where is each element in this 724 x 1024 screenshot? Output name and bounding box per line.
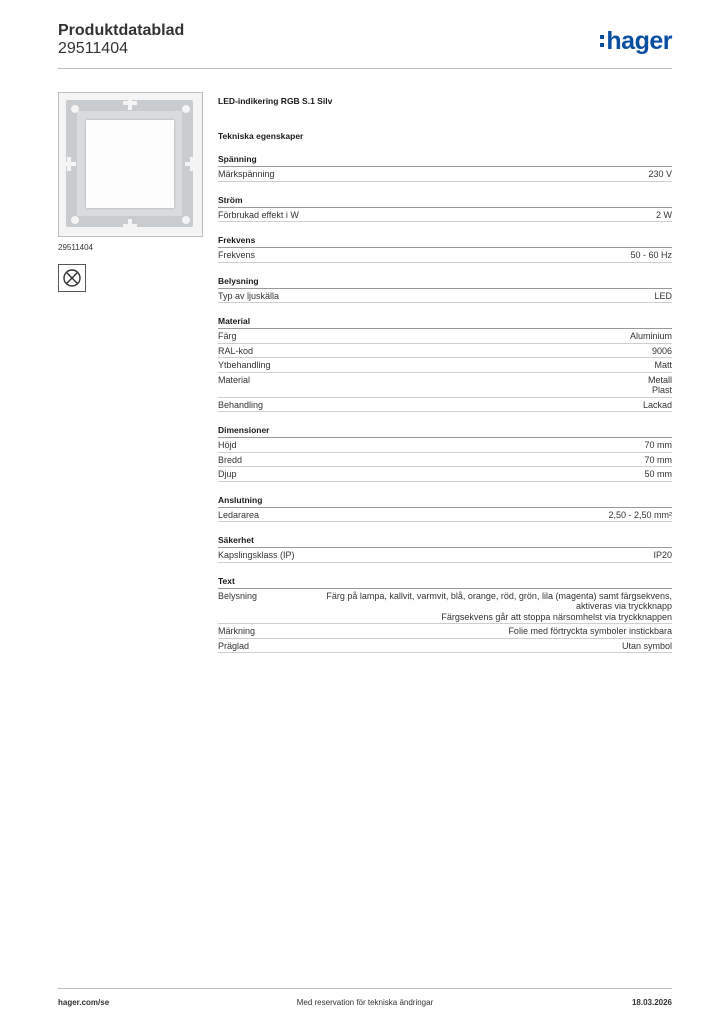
spec-row [218, 248, 672, 263]
spec-row [218, 467, 672, 482]
spec-value [608, 510, 672, 521]
spec-value-line: 50 mm [644, 469, 672, 479]
spec-value-line: 50 - 60 Hz [630, 250, 672, 260]
spec-label: Märkspänning [218, 169, 275, 179]
spec-groups [218, 154, 672, 653]
logo-text: hager [606, 27, 672, 55]
spec-row [218, 344, 672, 359]
spec-label: Behandling [218, 399, 264, 410]
logo-dots-icon [600, 33, 604, 49]
spec-label: Frekvens [218, 250, 256, 260]
spec-value [648, 375, 672, 396]
spec-value [630, 250, 672, 261]
spec-row [218, 438, 672, 453]
spec-label: Djup [218, 469, 237, 479]
document-title: Produktdatablad [58, 22, 185, 39]
spec-value [622, 641, 672, 652]
spec-value-line: Aluminium [629, 331, 672, 341]
spec-row [218, 358, 672, 373]
spec-value [648, 169, 672, 180]
spec-row [218, 589, 672, 625]
hager-logo [600, 26, 672, 56]
spec-value-line: 2 W [655, 209, 672, 220]
spec-label: Ytbehandling [218, 360, 271, 370]
spec-label: Typ av ljuskälla [218, 290, 280, 301]
group-heading: Frekvens [218, 235, 672, 248]
spec-value-line: 2,50 - 2,50 mm² [608, 509, 672, 520]
lamp-symbol-icon [58, 264, 86, 292]
spec-label: RAL-kod [218, 345, 254, 356]
main-content [218, 92, 672, 666]
spec-row [218, 624, 672, 639]
spec-row [218, 508, 672, 523]
footer-website: hager.com/se [58, 998, 110, 1007]
spec-value-line: Matt [654, 360, 672, 370]
group-heading: Belysning [218, 276, 672, 289]
spec-label: Färg [218, 331, 237, 341]
group-heading: Dimensioner [218, 425, 672, 438]
spec-value [630, 331, 672, 342]
group-heading: Säkerhet [218, 535, 672, 548]
document-number: 29511404 [58, 40, 128, 57]
page-header [58, 20, 672, 69]
spec-value [326, 591, 672, 623]
left-column [58, 92, 203, 292]
spec-value-line: Färg på lampa, kallvit, varmvit, blå, orange, röd, grön, lila (magenta) samt färgsekvens, [326, 590, 672, 601]
product-name: LED-indikering RGB S.1 Silv [218, 96, 333, 106]
spec-value-line: IP20 [653, 550, 672, 560]
spec-group [218, 195, 672, 223]
spec-label: Material [218, 374, 251, 385]
spec-row [218, 329, 672, 344]
spec-group [218, 154, 672, 182]
spec-value-line: aktiveras via tryckknapp [575, 601, 672, 611]
spec-label: Belysning [218, 590, 258, 601]
spec-value-line: Plast [651, 385, 672, 395]
spec-value [656, 210, 672, 221]
spec-value-line: Lackad [642, 399, 672, 410]
spec-row [218, 208, 672, 223]
spec-row [218, 453, 672, 468]
spec-group [218, 316, 672, 412]
spec-row [218, 639, 672, 654]
spec-value [654, 360, 672, 371]
spec-value-line: Färgsekvens går att stoppa närsomhelst via tryckknappen [441, 611, 672, 622]
spec-value [644, 440, 672, 451]
image-caption: 29511404 [58, 243, 93, 252]
spec-label: Präglad [218, 640, 250, 651]
spec-label: Kapslingsklass (IP) [218, 550, 295, 560]
spec-value [508, 626, 672, 637]
group-heading: Text [218, 576, 672, 589]
footer-disclaimer: Med reservation för tekniska ändringar [296, 998, 434, 1007]
spec-value-line: 230 V [648, 169, 672, 179]
footer-date: 18.03.2026 [631, 998, 672, 1007]
spec-value-line: 70 mm [644, 440, 672, 450]
spec-value-line: 9006 [651, 345, 672, 356]
spec-row [218, 167, 672, 182]
spec-group [218, 495, 672, 523]
spec-value [643, 400, 672, 411]
group-heading: Ström [218, 195, 672, 208]
spec-group [218, 276, 672, 304]
spec-row [218, 398, 672, 413]
spec-label: Bredd [218, 454, 243, 465]
group-heading: Spänning [218, 154, 672, 167]
product-image [58, 92, 203, 237]
spec-value [654, 291, 672, 302]
spec-value [644, 455, 672, 466]
spec-value [653, 550, 672, 561]
spec-value [644, 469, 672, 480]
spec-value-line: Metall [647, 374, 672, 385]
spec-value-line: 70 mm [644, 454, 672, 465]
spec-group [218, 425, 672, 482]
spec-value-line: Folie med förtryckta symboler instickbara [508, 626, 672, 636]
section-heading: Tekniska egenskaper [218, 131, 304, 141]
spec-label: Förbrukad effekt i W [218, 209, 299, 220]
spec-label: Höjd [218, 440, 237, 450]
spec-group [218, 535, 672, 563]
spec-value-line: LED [654, 290, 672, 301]
spec-row [218, 373, 672, 398]
spec-value-line: Utan symbol [621, 640, 672, 651]
spec-group [218, 235, 672, 263]
group-heading: Anslutning [218, 495, 672, 508]
spec-label: Ledararea [218, 509, 260, 520]
spec-group [218, 576, 672, 654]
group-heading: Material [218, 316, 672, 329]
page-footer [58, 988, 672, 1007]
spec-row [218, 548, 672, 563]
spec-value [652, 346, 672, 357]
spec-row [218, 289, 672, 304]
spec-label: Märkning [218, 626, 256, 636]
